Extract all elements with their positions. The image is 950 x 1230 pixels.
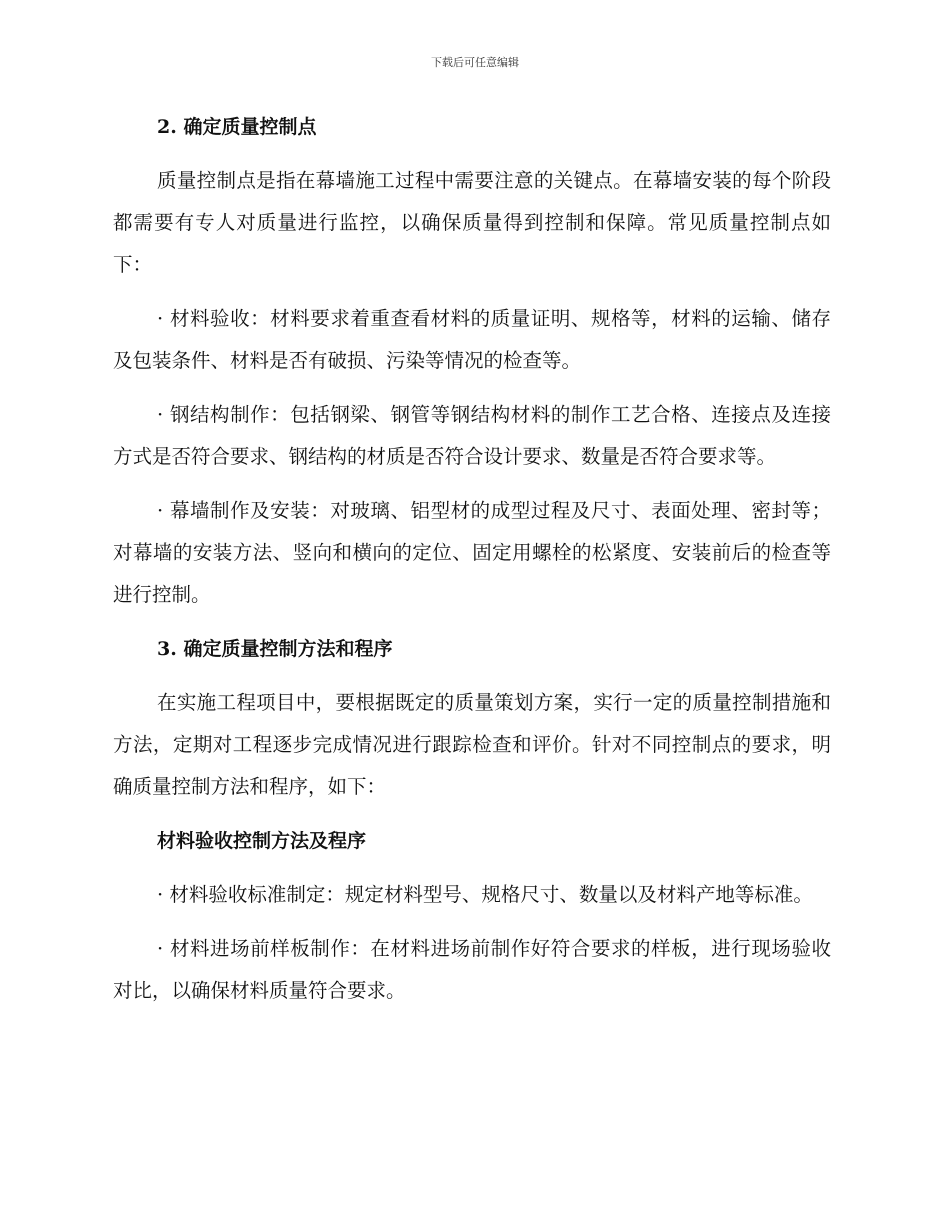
bullet-material-acceptance: · 材料验收：材料要求着重查看材料的质量证明、规格等，材料的运输、储存及包装条件、材料是否有破损、污染等情况的检查等。 xyxy=(113,307,831,372)
bullet-curtain-wall-installation: · 幕墙制作及安装：对玻璃、铝型材的成型过程及尺寸、表面处理、密封等；对幕墙的安装方法、竖向和横向的定位、固定用螺栓的松紧度、安装前后的检查等进行控制。 xyxy=(113,499,831,606)
document-body xyxy=(113,106,831,1024)
paragraph-control-methods-intro: 在实施工程项目中，要根据既定的质量策划方案，实行一定的质量控制措施和方法，定期对工程逐步完成情况进行跟踪检查和评价。针对不同控制点的要求，明确质量控制方法和程序，如下： xyxy=(113,691,831,798)
bullet-steel-structure: · 钢结构制作：包括钢梁、钢管等钢结构材料的制作工艺合格、连接点及连接方式是否符合要求、钢结构的材质是否符合设计要求、数量是否符合要求等。 xyxy=(113,403,831,468)
subheading-material-acceptance-methods: 材料验收控制方法及程序 xyxy=(157,830,367,852)
bullet-acceptance-standards: · 材料验收标准制定：规定材料型号、规格尺寸、数量以及材料产地等标准。 xyxy=(157,883,813,906)
paragraph-control-points-intro: 质量控制点是指在幕墙施工过程中需要注意的关键点。在幕墙安装的每个阶段都需要有专人对质量进行监控，以确保质量得到控制和保障。常见质量控制点如下： xyxy=(113,169,831,276)
section-heading-control-methods: 3. 确定质量控制方法和程序 xyxy=(157,638,393,660)
bullet-sample-preparation: · 材料进场前样板制作：在材料进场前制作好符合要求的样板，进行现场验收对比，以确保材料质量符合要求。 xyxy=(113,937,831,1002)
section-heading-quality-control-points: 2. 确定质量控制点 xyxy=(157,116,317,138)
page-header: 下载后可任意编辑 xyxy=(431,56,519,69)
